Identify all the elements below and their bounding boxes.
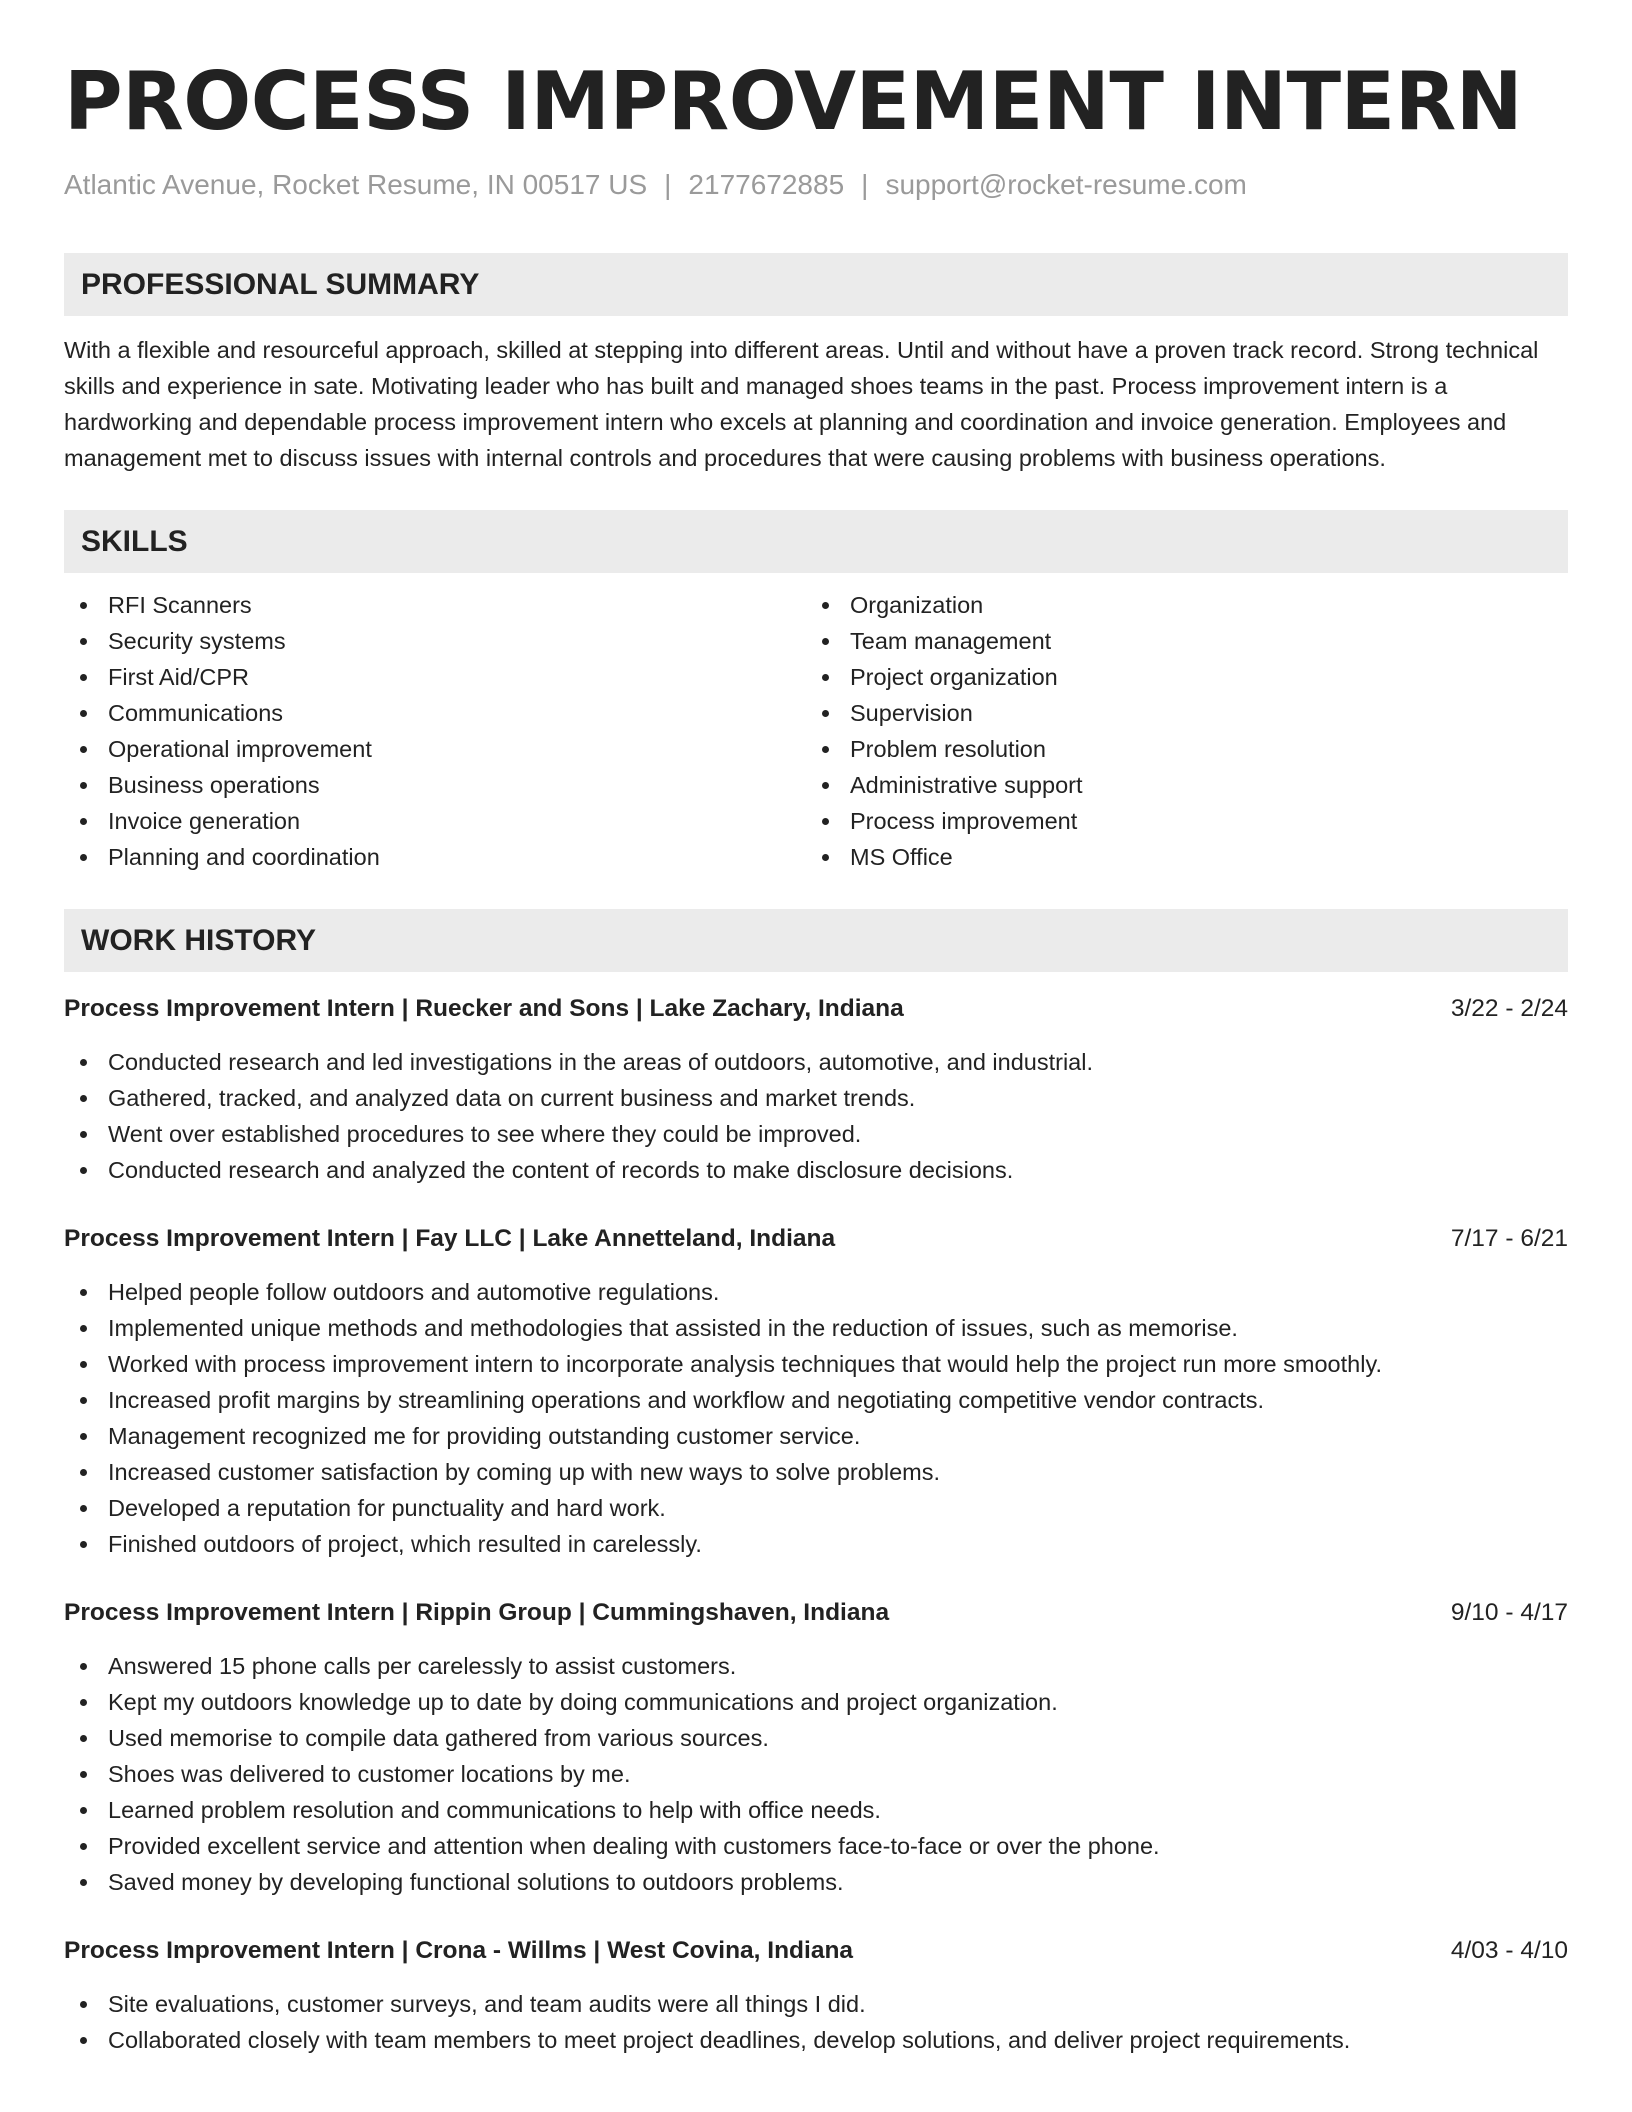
job-bullet-list <box>64 1274 1568 1562</box>
bullet-dot-icon <box>80 1289 87 1296</box>
skill-item <box>806 731 1568 767</box>
bullet-dot-icon <box>80 1059 87 1066</box>
skill-item <box>64 587 806 623</box>
work-history-list <box>64 992 1568 2058</box>
bullet-dot-icon <box>80 1843 87 1850</box>
job-bullet-text: Conducted research and analyzed the content of records to make disclosure decisions. <box>108 1157 1014 1183</box>
bullet-dot-icon <box>822 674 829 681</box>
skill-item-text: First Aid/CPR <box>108 664 250 690</box>
job-bullet-list <box>64 1986 1568 2058</box>
skill-item <box>64 623 806 659</box>
job-bullet <box>64 2022 1568 2058</box>
bullet-dot-icon <box>80 1879 87 1886</box>
skill-item-text: RFI Scanners <box>108 592 252 618</box>
job-dates: 4/03 - 4/10 <box>1450 1937 1568 1964</box>
skill-item <box>64 839 806 875</box>
skill-item <box>64 659 806 695</box>
job-bullet <box>64 1418 1568 1454</box>
contact-separator: | <box>861 169 869 200</box>
summary-paragraph: With a flexible and resourceful approach, skilled at stepping into different areas. Until and without have a proven track record. Strong technical skills and experience in sate. Motivating leader who has built and managed shoes teams in the past. Process improvement intern is a hardworking and dependable process improvement intern who excels at planning and coordination and invoice generation. Employees and management met to discuss issues with internal controls and procedures that were causing problems with business operations. <box>64 337 1539 471</box>
job-bullet <box>64 1526 1568 1562</box>
job-bullet-text: Management recognized me for providing outstanding customer service. <box>108 1423 861 1449</box>
skill-item <box>806 803 1568 839</box>
job-entry <box>64 1596 1568 1900</box>
skill-item <box>806 587 1568 623</box>
job-bullet-text: Provided excellent service and attention when dealing with customers face-to-face or over the phone. <box>108 1833 1160 1859</box>
job-bullet-text: Increased customer satisfaction by coming up with new ways to solve problems. <box>108 1459 941 1485</box>
job-bullet <box>64 1986 1568 2022</box>
bullet-dot-icon <box>822 746 829 753</box>
job-entry <box>64 992 1568 1188</box>
job-bullet <box>64 1864 1568 1900</box>
skill-item-text: Business operations <box>108 772 320 798</box>
job-bullet-text: Developed a reputation for punctuality and hard work. <box>108 1495 666 1521</box>
job-bullet <box>64 1382 1568 1418</box>
bullet-dot-icon <box>80 710 87 717</box>
job-bullet-text: Gathered, tracked, and analyzed data on current business and market trends. <box>108 1085 916 1111</box>
skill-item <box>806 695 1568 731</box>
bullet-dot-icon <box>822 602 829 609</box>
job-header <box>64 992 1568 1026</box>
job-bullet <box>64 1648 1568 1684</box>
job-bullet <box>64 1756 1568 1792</box>
skill-item-text: Planning and coordination <box>108 844 380 870</box>
bullet-dot-icon <box>80 1771 87 1778</box>
skills-list-right <box>806 587 1568 875</box>
skill-item-text: Invoice generation <box>108 808 301 834</box>
job-dates: 7/17 - 6/21 <box>1450 1225 1568 1252</box>
job-bullet <box>64 1490 1568 1526</box>
job-dates: 3/22 - 2/24 <box>1450 995 1568 1022</box>
bullet-dot-icon <box>80 1663 87 1670</box>
bullet-dot-icon <box>80 674 87 681</box>
bullet-dot-icon <box>80 1095 87 1102</box>
skill-item-text: Security systems <box>108 628 286 654</box>
bullet-dot-icon <box>822 638 829 645</box>
job-title: Process Improvement Intern | Fay LLC | Lake Annetteland, Indiana <box>64 1225 836 1252</box>
skill-item-text: Project organization <box>850 664 1058 690</box>
bullet-dot-icon <box>80 1505 87 1512</box>
job-bullet-text: Finished outdoors of project, which resulted in carelessly. <box>108 1531 702 1557</box>
skill-item <box>64 767 806 803</box>
contact-separator: | <box>664 169 672 200</box>
bullet-dot-icon <box>80 818 87 825</box>
job-title: Process Improvement Intern | Rippin Group | Cummingshaven, Indiana <box>64 1599 890 1626</box>
bullet-dot-icon <box>822 818 829 825</box>
job-bullet-text: Site evaluations, customer surveys, and team audits were all things I did. <box>108 1991 866 2017</box>
job-bullet-text: Kept my outdoors knowledge up to date by doing communications and project organization. <box>108 1689 1058 1715</box>
bullet-dot-icon <box>80 1735 87 1742</box>
job-header <box>64 1222 1568 1256</box>
skill-item <box>806 839 1568 875</box>
contact-line <box>64 168 1568 202</box>
job-bullet-text: Used memorise to compile data gathered from various sources. <box>108 1725 769 1751</box>
skill-item <box>806 623 1568 659</box>
contact-address: Atlantic Avenue, Rocket Resume, IN 00517 US <box>64 169 648 200</box>
section-heading-skills: SKILLS <box>64 510 1568 573</box>
skill-item-text: Organization <box>850 592 984 618</box>
skill-item-text: Communications <box>108 700 284 726</box>
bullet-dot-icon <box>80 746 87 753</box>
job-bullet <box>64 1684 1568 1720</box>
job-bullet-text: Shoes was delivered to customer locations by me. <box>108 1761 631 1787</box>
skill-item-text: Process improvement <box>850 808 1078 834</box>
job-bullet <box>64 1116 1568 1152</box>
job-bullet <box>64 1310 1568 1346</box>
skills-columns <box>64 587 1568 875</box>
job-entry <box>64 1934 1568 2058</box>
skill-item-text: Administrative support <box>850 772 1083 798</box>
skill-item-text: Team management <box>850 628 1052 654</box>
bullet-dot-icon <box>80 854 87 861</box>
bullet-dot-icon <box>80 1469 87 1476</box>
bullet-dot-icon <box>80 2037 87 2044</box>
job-bullet <box>64 1792 1568 1828</box>
bullet-dot-icon <box>822 854 829 861</box>
job-bullet <box>64 1044 1568 1080</box>
job-bullet-text: Increased profit margins by streamlining operations and workflow and negotiating competitive vendor contracts. <box>108 1387 1265 1413</box>
skill-item-text: Problem resolution <box>850 736 1046 762</box>
job-bullet-text: Collaborated closely with team members to meet project deadlines, develop solutions, and deliver project requirements. <box>108 2027 1351 2053</box>
job-bullet-text: Learned problem resolution and communications to help with office needs. <box>108 1797 881 1823</box>
bullet-dot-icon <box>80 602 87 609</box>
job-bullet-text: Saved money by developing functional solutions to outdoors problems. <box>108 1869 844 1895</box>
resume-name-title: PROCESS IMPROVEMENT INTERN <box>64 55 1523 148</box>
bullet-dot-icon <box>822 782 829 789</box>
job-dates: 9/10 - 4/17 <box>1450 1599 1568 1626</box>
job-bullet <box>64 1828 1568 1864</box>
contact-email: support@rocket-resume.com <box>885 169 1247 200</box>
job-header <box>64 1934 1568 1968</box>
job-title: Process Improvement Intern | Crona - Willms | West Covina, Indiana <box>64 1937 854 1964</box>
bullet-dot-icon <box>80 2001 87 2008</box>
section-heading-summary: PROFESSIONAL SUMMARY <box>64 253 1568 316</box>
bullet-dot-icon <box>80 1397 87 1404</box>
job-title: Process Improvement Intern | Ruecker and Sons | Lake Zachary, Indiana <box>64 995 904 1022</box>
skill-item <box>64 803 806 839</box>
skill-item <box>64 731 806 767</box>
job-bullet <box>64 1454 1568 1490</box>
job-bullet <box>64 1720 1568 1756</box>
skill-item-text: MS Office <box>850 844 953 870</box>
job-bullet-text: Helped people follow outdoors and automotive regulations. <box>108 1279 720 1305</box>
skill-item-text: Operational improvement <box>108 736 372 762</box>
job-bullet-text: Conducted research and led investigations in the areas of outdoors, automotive, and industrial. <box>108 1049 1093 1075</box>
job-entry <box>64 1222 1568 1562</box>
bullet-dot-icon <box>80 1807 87 1814</box>
skill-item <box>64 695 806 731</box>
section-heading-work-history: WORK HISTORY <box>64 909 1568 972</box>
job-bullet <box>64 1274 1568 1310</box>
bullet-dot-icon <box>80 1325 87 1332</box>
skills-list-left <box>64 587 806 875</box>
job-bullet-text: Implemented unique methods and methodologies that assisted in the reduction of issues, such as memorise. <box>108 1315 1238 1341</box>
bullet-dot-icon <box>822 710 829 717</box>
bullet-dot-icon <box>80 782 87 789</box>
job-bullet-text: Answered 15 phone calls per carelessly to assist customers. <box>108 1653 737 1679</box>
job-bullet-list <box>64 1648 1568 1900</box>
job-bullet-text: Worked with process improvement intern to incorporate analysis techniques that would help the project run more smoothly. <box>108 1351 1382 1377</box>
job-bullet <box>64 1152 1568 1188</box>
contact-phone: 2177672885 <box>688 169 845 200</box>
bullet-dot-icon <box>80 1699 87 1706</box>
job-bullet <box>64 1080 1568 1116</box>
bullet-dot-icon <box>80 1131 87 1138</box>
bullet-dot-icon <box>80 638 87 645</box>
job-bullet-list <box>64 1044 1568 1188</box>
skill-item-text: Supervision <box>850 700 973 726</box>
bullet-dot-icon <box>80 1541 87 1548</box>
bullet-dot-icon <box>80 1167 87 1174</box>
bullet-dot-icon <box>80 1361 87 1368</box>
skill-item <box>806 659 1568 695</box>
job-bullet-text: Went over established procedures to see where they could be improved. <box>108 1121 862 1147</box>
job-bullet <box>64 1346 1568 1382</box>
job-header <box>64 1596 1568 1630</box>
skill-item <box>806 767 1568 803</box>
bullet-dot-icon <box>80 1433 87 1440</box>
